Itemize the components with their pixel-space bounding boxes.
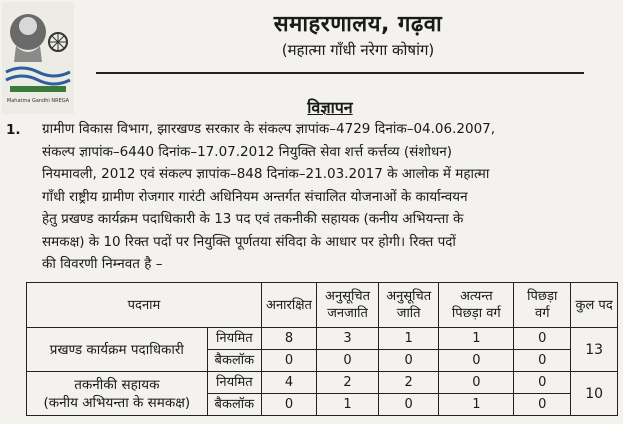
total-posts: 10 (571, 372, 618, 416)
cell-value: 0 (514, 350, 571, 372)
cell-value: 8 (262, 328, 317, 350)
table-header-row (27, 283, 618, 328)
post-type: नियमित (207, 328, 261, 350)
paragraph-line: की विवरणी निम्नवत है – (42, 256, 163, 272)
paragraph-line: समकक्ष) के 10 रिक्त पदों पर नियुक्ति पूर्णतया संविदा के आधार पर होगी। रिक्त पदों (42, 233, 456, 250)
cell-value: 0 (262, 350, 317, 372)
header-post: पदनाम (27, 283, 262, 328)
cell-value: 1 (439, 394, 514, 416)
cell-value: 0 (439, 350, 514, 372)
header-total: कुल पद (571, 283, 618, 328)
office-subtitle: (महात्मा गाँधी नरेगा कोषांग) (281, 41, 435, 59)
table-row (27, 328, 618, 350)
cell-value: 2 (317, 372, 379, 394)
post-type: बैकलॉक (207, 394, 261, 416)
cell-value: 1 (379, 328, 439, 350)
cell-value: 0 (439, 372, 514, 394)
post-name-technical-assistant: तकनीकी सहायक (कनीय अभियन्ता के समकक्ष) (27, 372, 208, 416)
paragraph-number: 1. (6, 122, 21, 138)
svg-text:Mahatma Gandhi NREGA: Mahatma Gandhi NREGA (6, 98, 70, 104)
gandhi-emblem-icon (2, 2, 74, 114)
header-unreserved: अनारक्षित (262, 283, 317, 328)
cell-value: 0 (379, 394, 439, 416)
cell-value: 0 (317, 350, 379, 372)
post-type: नियमित (207, 372, 261, 394)
post-type: बैकलॉक (207, 350, 261, 372)
cell-value: 1 (317, 394, 379, 416)
cell-value: 0 (514, 394, 571, 416)
header-ebc: अत्यन्त पिछड़ा वर्ग (439, 283, 514, 328)
cell-value: 4 (262, 372, 317, 394)
cell-value: 0 (262, 394, 317, 416)
paragraph-line: ग्रामीण विकास विभाग, झारखण्ड सरकार के संकल्प ज्ञापांक–4729 दिनांक–04.06.2007, (42, 121, 496, 137)
header-sc: अनुसूचित जाति (379, 283, 439, 328)
vacancy-table (26, 282, 618, 416)
table-row (27, 372, 618, 394)
cell-value: 0 (514, 328, 571, 350)
paragraph-line: गाँधी राष्ट्रीय ग्रामीण रोजगार गारंटी अधिनियम अन्तर्गत संचालित योजनाओं के कार्यान्वयन (42, 188, 468, 205)
cell-value: 1 (439, 328, 514, 350)
cell-value: 3 (317, 328, 379, 350)
header-st: अनुसूचित जनजाति (317, 283, 379, 328)
header-divider (96, 72, 584, 74)
header-bc: पिछड़ा वर्ग (514, 283, 571, 328)
cell-value: 2 (379, 372, 439, 394)
paragraph-line: संकल्प ज्ञापांक–6440 दिनांक–17.07.2012 नियुक्ति सेवा शर्त्त कर्त्तव्य (संशोधन) (42, 143, 453, 160)
notice-heading: विज्ञापन (307, 98, 353, 117)
paragraph-line: हेतु प्रखण्ड कार्यक्रम पदाधिकारी के 13 पद एवं तकनीकी सहायक (कनीय अभियन्ता के (42, 211, 464, 227)
post-name-bpo: प्रखण्ड कार्यक्रम पदाधिकारी (27, 328, 208, 372)
cell-value: 0 (379, 350, 439, 372)
nrega-logo (2, 2, 74, 114)
paragraph-line: नियमावली, 2012 एवं संकल्प ज्ञापांक–848 दिनांक–21.03.2017 के आलोक में महात्मा (42, 166, 490, 182)
cell-value: 0 (514, 372, 571, 394)
notice-paragraph (42, 118, 614, 276)
office-title: समाहरणालय, गढ़वा (273, 12, 443, 37)
total-posts: 13 (571, 328, 618, 372)
